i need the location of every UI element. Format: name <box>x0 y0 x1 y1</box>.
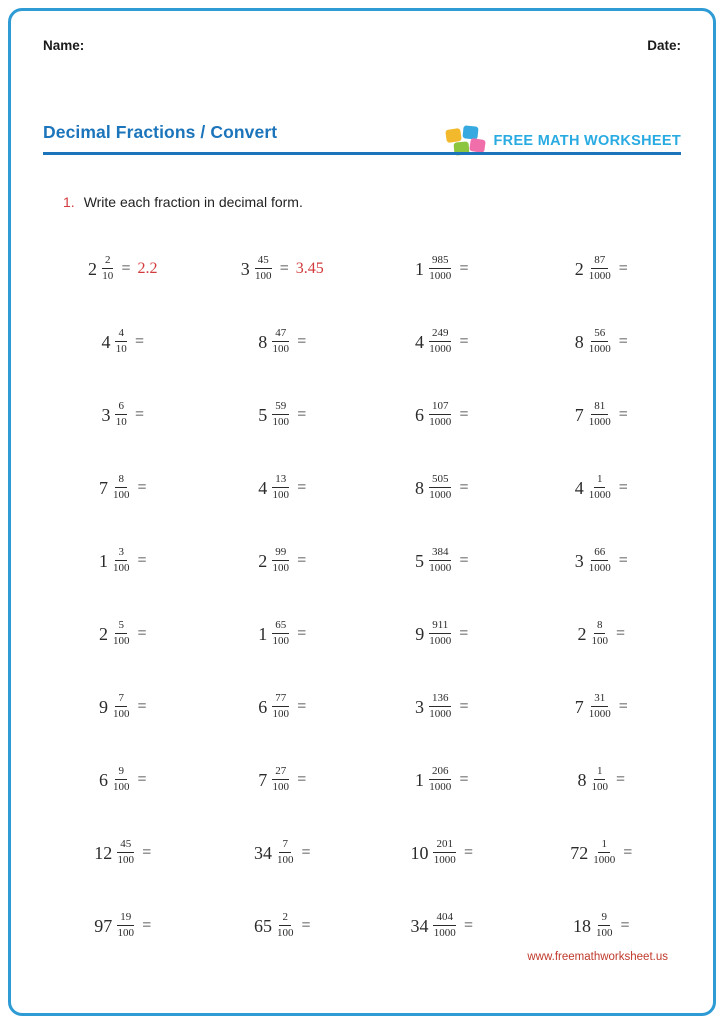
denominator: 1000 <box>433 854 456 866</box>
equals-sign: = <box>297 405 307 423</box>
whole-number: 8 <box>258 331 268 352</box>
equals-sign: = <box>301 916 311 934</box>
fraction <box>102 255 114 282</box>
denominator: 100 <box>272 635 289 647</box>
numerator: 4 <box>115 328 127 342</box>
logo-text: FREE MATH WORKSHEET <box>493 133 681 149</box>
fraction <box>117 912 134 939</box>
equals-sign: = <box>137 697 147 715</box>
numerator: 7 <box>115 693 127 707</box>
numerator: 9 <box>598 912 610 926</box>
fraction-problem <box>415 474 469 501</box>
equals-sign: = <box>459 259 469 277</box>
fraction <box>596 912 613 939</box>
whole-number: 2 <box>258 550 268 571</box>
fraction <box>429 255 452 282</box>
numerator: 1 <box>594 474 606 488</box>
numerator: 5 <box>115 620 127 634</box>
numerator: 59 <box>272 401 289 415</box>
fraction <box>591 620 608 647</box>
fraction-problem <box>241 255 324 282</box>
equals-sign: = <box>615 624 626 642</box>
fraction <box>277 839 294 866</box>
fraction-problem <box>258 474 306 501</box>
numerator: 1 <box>594 766 606 780</box>
numerator: 6 <box>115 401 127 415</box>
fraction-problem <box>99 474 147 501</box>
fraction-problem <box>94 839 151 866</box>
whole-number: 34 <box>410 915 429 936</box>
whole-number: 18 <box>572 915 591 936</box>
whole-number: 10 <box>410 842 429 863</box>
page-title: Decimal Fractions / Convert <box>43 122 278 142</box>
fraction <box>589 547 611 574</box>
instruction-line <box>63 194 303 210</box>
denominator: 1000 <box>429 635 452 647</box>
whole-number: 3 <box>240 258 250 279</box>
fraction <box>113 547 130 574</box>
equals-sign: = <box>618 551 628 569</box>
fraction <box>429 620 451 647</box>
fraction <box>255 255 272 282</box>
fraction-problem <box>258 766 306 793</box>
numerator: 27 <box>272 766 289 780</box>
denominator: 100 <box>272 489 289 501</box>
fraction <box>591 766 608 793</box>
denominator: 100 <box>272 781 289 793</box>
numerator: 31 <box>591 693 608 707</box>
equals-sign: = <box>463 843 474 861</box>
numerator: 56 <box>591 328 608 342</box>
fraction-problem <box>415 547 469 574</box>
equals-sign: = <box>618 405 628 423</box>
denominator: 100 <box>112 708 130 720</box>
numerator: 99 <box>272 547 289 561</box>
numerator: 249 <box>429 328 452 342</box>
yellow-block-icon <box>445 128 462 143</box>
fraction-problem <box>254 839 311 866</box>
fraction <box>272 401 289 428</box>
equals-sign: = <box>137 770 147 788</box>
fraction-problem <box>415 693 469 720</box>
numerator: 384 <box>429 547 452 561</box>
fraction-problem <box>575 474 628 501</box>
whole-number: 7 <box>574 404 584 425</box>
fraction-problem <box>575 401 628 428</box>
whole-number: 3 <box>574 550 584 571</box>
denominator: 1000 <box>429 489 452 501</box>
numerator: 19 <box>117 912 134 926</box>
equals-sign: = <box>459 697 469 715</box>
fraction <box>272 693 289 720</box>
whole-number: 34 <box>253 842 272 863</box>
fraction <box>589 255 611 282</box>
fraction-problem <box>415 620 468 647</box>
fraction-problem <box>575 328 628 355</box>
denominator: 1000 <box>588 708 611 720</box>
equals-sign: = <box>618 478 628 496</box>
fraction <box>593 839 615 866</box>
fraction <box>429 401 452 428</box>
fraction <box>429 328 452 355</box>
fraction <box>113 693 130 720</box>
fraction-problem <box>415 766 469 793</box>
whole-number: 9 <box>415 623 425 644</box>
equals-sign: = <box>142 843 152 861</box>
fraction-problem <box>575 693 628 720</box>
name-date-line <box>43 38 681 53</box>
question-number: 1. <box>63 194 75 210</box>
fraction <box>113 474 130 501</box>
fraction <box>272 328 289 355</box>
denominator: 100 <box>272 708 289 720</box>
whole-number: 8 <box>577 769 587 790</box>
equals-sign: = <box>459 551 469 569</box>
fraction-problem <box>573 912 630 939</box>
denominator: 10 <box>115 416 127 428</box>
numerator: 47 <box>272 328 289 342</box>
whole-number: 4 <box>101 331 111 352</box>
numerator: 201 <box>433 839 456 853</box>
numerator: 2 <box>102 255 114 269</box>
fraction <box>272 620 289 647</box>
equals-sign: = <box>121 259 131 277</box>
equals-sign: = <box>142 916 152 934</box>
denominator: 1000 <box>429 416 452 428</box>
fraction-problem <box>415 328 469 355</box>
denominator: 1000 <box>588 562 611 574</box>
fraction-problem <box>258 328 306 355</box>
denominator: 100 <box>112 635 130 647</box>
numerator: 65 <box>272 620 289 634</box>
equals-sign: = <box>620 916 630 934</box>
whole-number: 4 <box>574 477 584 498</box>
fraction-problem <box>577 766 625 793</box>
fraction <box>589 474 611 501</box>
numerator: 9 <box>115 766 127 780</box>
fraction-problem <box>101 328 144 355</box>
fraction-problem <box>254 912 311 939</box>
fraction-problem <box>415 401 469 428</box>
fraction <box>429 547 452 574</box>
fraction-problem <box>99 547 147 574</box>
numerator: 13 <box>272 474 289 488</box>
fraction <box>117 839 134 866</box>
numerator: 3 <box>115 547 127 561</box>
fraction-problem <box>88 255 158 282</box>
denominator: 100 <box>254 270 272 282</box>
equals-sign: = <box>297 551 307 569</box>
whole-number: 3 <box>101 404 111 425</box>
fraction-problem <box>410 912 473 939</box>
equals-sign: = <box>463 916 474 934</box>
problems-grid <box>43 232 681 962</box>
numerator: 8 <box>594 620 606 634</box>
fraction-problem <box>99 693 147 720</box>
denominator: 1000 <box>429 781 452 793</box>
numerator: 911 <box>429 620 451 634</box>
numerator: 77 <box>272 693 289 707</box>
denominator: 1000 <box>429 343 452 355</box>
fraction-problem <box>570 839 632 866</box>
equals-sign: = <box>137 478 147 496</box>
fraction <box>589 328 611 355</box>
numerator: 107 <box>429 401 452 415</box>
numerator: 87 <box>591 255 608 269</box>
fraction-problem <box>575 547 628 574</box>
fraction <box>429 693 452 720</box>
fraction <box>589 401 611 428</box>
pink-block-icon <box>469 138 486 153</box>
fraction-problem <box>575 255 628 282</box>
denominator: 100 <box>591 781 608 793</box>
whole-number: 8 <box>574 331 584 352</box>
numerator: 45 <box>117 839 134 853</box>
fraction-problem <box>410 839 473 866</box>
denominator: 1000 <box>429 562 452 574</box>
denominator: 100 <box>591 635 608 647</box>
denominator: 1000 <box>429 708 452 720</box>
whole-number: 97 <box>94 915 113 936</box>
equals-sign: = <box>459 332 469 350</box>
denominator: 100 <box>112 781 130 793</box>
denominator: 1000 <box>433 927 456 939</box>
denominator: 10 <box>115 343 127 355</box>
fraction-problem <box>99 620 147 647</box>
denominator: 100 <box>117 854 134 866</box>
whole-number: 2 <box>574 258 584 279</box>
whole-number: 1 <box>258 623 268 644</box>
footer-url: www.freemathworksheet.us <box>527 951 668 963</box>
numerator: 136 <box>429 693 452 707</box>
denominator: 100 <box>272 343 289 355</box>
whole-number: 72 <box>570 842 589 863</box>
equals-sign: = <box>297 478 307 496</box>
instruction-text: Write each fraction in decimal form. <box>83 194 303 210</box>
denominator: 100 <box>595 927 613 939</box>
fraction <box>272 474 289 501</box>
numerator: 985 <box>429 255 452 269</box>
whole-number: 2 <box>98 623 108 644</box>
whole-number: 65 <box>253 915 272 936</box>
title-underline <box>43 152 681 155</box>
whole-number: 2 <box>87 258 97 279</box>
fraction-problem <box>258 547 306 574</box>
numerator: 7 <box>279 839 291 853</box>
equals-sign: = <box>459 405 469 423</box>
whole-number: 7 <box>574 696 584 717</box>
whole-number: 3 <box>414 696 424 717</box>
whole-number: 9 <box>98 696 108 717</box>
fraction <box>433 839 456 866</box>
fraction-problem <box>258 401 306 428</box>
whole-number: 5 <box>414 550 424 571</box>
whole-number: 6 <box>414 404 424 425</box>
denominator: 100 <box>276 854 294 866</box>
denominator: 1000 <box>429 270 452 282</box>
denominator: 1000 <box>588 270 611 282</box>
equals-sign: = <box>297 770 307 788</box>
equals-sign: = <box>623 843 633 861</box>
fraction <box>589 693 611 720</box>
fraction-problem <box>577 620 625 647</box>
denominator: 1000 <box>588 343 611 355</box>
whole-number: 5 <box>258 404 268 425</box>
equals-sign: = <box>615 770 626 788</box>
fraction <box>113 620 130 647</box>
equals-sign: = <box>301 843 311 861</box>
denominator: 1000 <box>593 854 616 866</box>
whole-number: 4 <box>414 331 424 352</box>
whole-number: 1 <box>414 258 424 279</box>
numerator: 81 <box>591 401 608 415</box>
equals-sign: = <box>618 259 628 277</box>
blue-block-icon <box>462 125 478 139</box>
numerator: 45 <box>255 255 272 269</box>
fraction <box>433 912 456 939</box>
equals-sign: = <box>279 259 289 277</box>
equals-sign: = <box>459 770 469 788</box>
fraction <box>429 766 452 793</box>
equals-sign: = <box>459 624 469 642</box>
equals-sign: = <box>137 551 147 569</box>
equals-sign: = <box>459 478 469 496</box>
fraction <box>115 401 127 428</box>
fraction-problem <box>415 255 469 282</box>
answer-value: 3.45 <box>295 259 324 277</box>
whole-number: 1 <box>414 769 424 790</box>
equals-sign: = <box>297 697 307 715</box>
fraction <box>429 474 452 501</box>
whole-number: 12 <box>94 842 113 863</box>
numerator: 505 <box>429 474 452 488</box>
whole-number: 7 <box>98 477 108 498</box>
whole-number: 6 <box>258 696 268 717</box>
equals-sign: = <box>618 332 628 350</box>
fraction <box>277 912 294 939</box>
denominator: 100 <box>276 927 294 939</box>
fraction <box>272 766 289 793</box>
numerator: 8 <box>115 474 127 488</box>
denominator: 10 <box>102 270 114 282</box>
fraction-problem <box>94 912 151 939</box>
denominator: 1000 <box>588 489 611 501</box>
denominator: 100 <box>112 562 130 574</box>
answer-value: 2.2 <box>137 259 158 277</box>
equals-sign: = <box>297 332 307 350</box>
equals-sign: = <box>137 624 147 642</box>
equals-sign: = <box>134 405 145 423</box>
denominator: 100 <box>117 927 134 939</box>
whole-number: 2 <box>577 623 587 644</box>
equals-sign: = <box>134 332 145 350</box>
whole-number: 8 <box>414 477 424 498</box>
whole-number: 6 <box>98 769 108 790</box>
denominator: 100 <box>272 416 289 428</box>
fraction-problem <box>258 693 306 720</box>
name-label: Name: <box>43 38 85 53</box>
fraction <box>113 766 130 793</box>
equals-sign: = <box>297 624 307 642</box>
numerator: 66 <box>591 547 608 561</box>
numerator: 404 <box>433 912 456 926</box>
denominator: 1000 <box>588 416 611 428</box>
fraction <box>115 328 127 355</box>
numerator: 206 <box>429 766 452 780</box>
denominator: 100 <box>112 489 130 501</box>
fraction-problem <box>258 620 306 647</box>
fraction-problem <box>99 766 147 793</box>
numerator: 1 <box>598 839 610 853</box>
denominator: 100 <box>272 562 289 574</box>
numerator: 2 <box>279 912 291 926</box>
equals-sign: = <box>618 697 628 715</box>
date-label: Date: <box>647 38 681 53</box>
whole-number: 7 <box>258 769 268 790</box>
whole-number: 1 <box>98 550 108 571</box>
fraction-problem <box>101 401 144 428</box>
fraction <box>272 547 289 574</box>
whole-number: 4 <box>258 477 268 498</box>
